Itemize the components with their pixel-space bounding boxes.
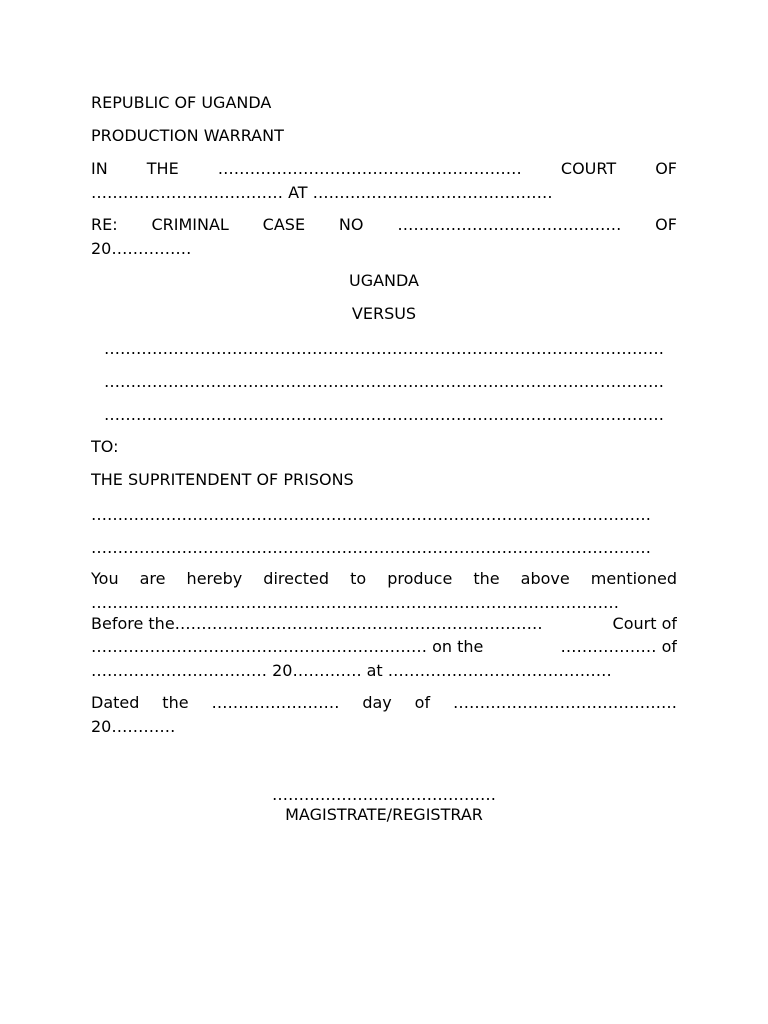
dated-word-of: of xyxy=(414,693,431,712)
accused-line-3: …………………………………………………………………………………………… xyxy=(104,405,664,424)
directive-blank-line: ……………………………………………………………………………………… xyxy=(91,593,619,612)
case-word-of: OF xyxy=(655,215,677,234)
dated-year-line: 20………… xyxy=(91,717,176,736)
accused-line-1: …………………………………………………………………………………………… xyxy=(104,339,664,358)
date-of-blank: ……………… of xyxy=(560,637,677,656)
court-word-court: COURT xyxy=(560,159,617,178)
court-word-in: IN xyxy=(91,159,108,178)
month-blank: …………………………………… xyxy=(452,693,677,712)
address-line-2: …………………………………………………………………………………………… xyxy=(91,538,651,557)
addressee-name: THE SUPRITENDENT OF PRISONS xyxy=(91,470,354,489)
case-number-blank: …………………………………… xyxy=(397,215,622,234)
case-word-case: CASE xyxy=(262,215,306,234)
case-year-line: 20…………… xyxy=(91,239,192,258)
directive-word: You xyxy=(91,569,119,588)
court-of-label: Court of xyxy=(612,614,677,633)
day-blank: …………………… xyxy=(211,693,340,712)
before-court-blank: Before the…………………………………………………………… xyxy=(91,614,543,633)
case-line xyxy=(91,214,677,236)
directive-word: are xyxy=(139,569,166,588)
case-word-no: NO xyxy=(338,215,364,234)
directive-word: directed xyxy=(263,569,330,588)
party-uganda: UGANDA xyxy=(348,271,419,290)
dated-line xyxy=(91,692,677,714)
before-line-3: …………………………… 20…………. at …………………………………… xyxy=(91,661,612,680)
republic-heading: REPUBLIC OF UGANDA xyxy=(91,93,272,112)
signature-line: …………………………………… xyxy=(272,785,496,804)
case-word-criminal: CRIMINAL xyxy=(151,215,229,234)
case-word-re: RE: xyxy=(91,215,118,234)
directive-word: produce xyxy=(387,569,453,588)
signatory-role: MAGISTRATE/REGISTRAR xyxy=(285,805,483,824)
directive-word: mentioned xyxy=(590,569,677,588)
dated-word-day: day xyxy=(362,693,392,712)
court-location-line: ……………………………… AT ……………………………………… xyxy=(91,183,553,202)
court-word-of: OF xyxy=(655,159,677,178)
directive-word: hereby xyxy=(186,569,243,588)
address-line-1: …………………………………………………………………………………………… xyxy=(91,505,651,524)
on-the-blank: ……………………………………………………… on the xyxy=(91,637,484,656)
before-line-2 xyxy=(91,636,677,658)
versus-label: VERSUS xyxy=(351,304,417,323)
before-line-1 xyxy=(91,613,677,635)
court-line xyxy=(91,158,677,180)
warrant-title: PRODUCTION WARRANT xyxy=(91,126,284,145)
accused-line-2: …………………………………………………………………………………………… xyxy=(104,372,664,391)
directive-line xyxy=(91,568,677,590)
dated-word: Dated xyxy=(91,693,140,712)
directive-word: the xyxy=(473,569,500,588)
court-name-blank: ………………………………………………… xyxy=(217,159,522,178)
directive-word: above xyxy=(520,569,570,588)
dated-word-the: the xyxy=(162,693,189,712)
directive-word: to xyxy=(350,569,367,588)
to-label: TO: xyxy=(91,437,119,456)
court-word-the: THE xyxy=(146,159,179,178)
